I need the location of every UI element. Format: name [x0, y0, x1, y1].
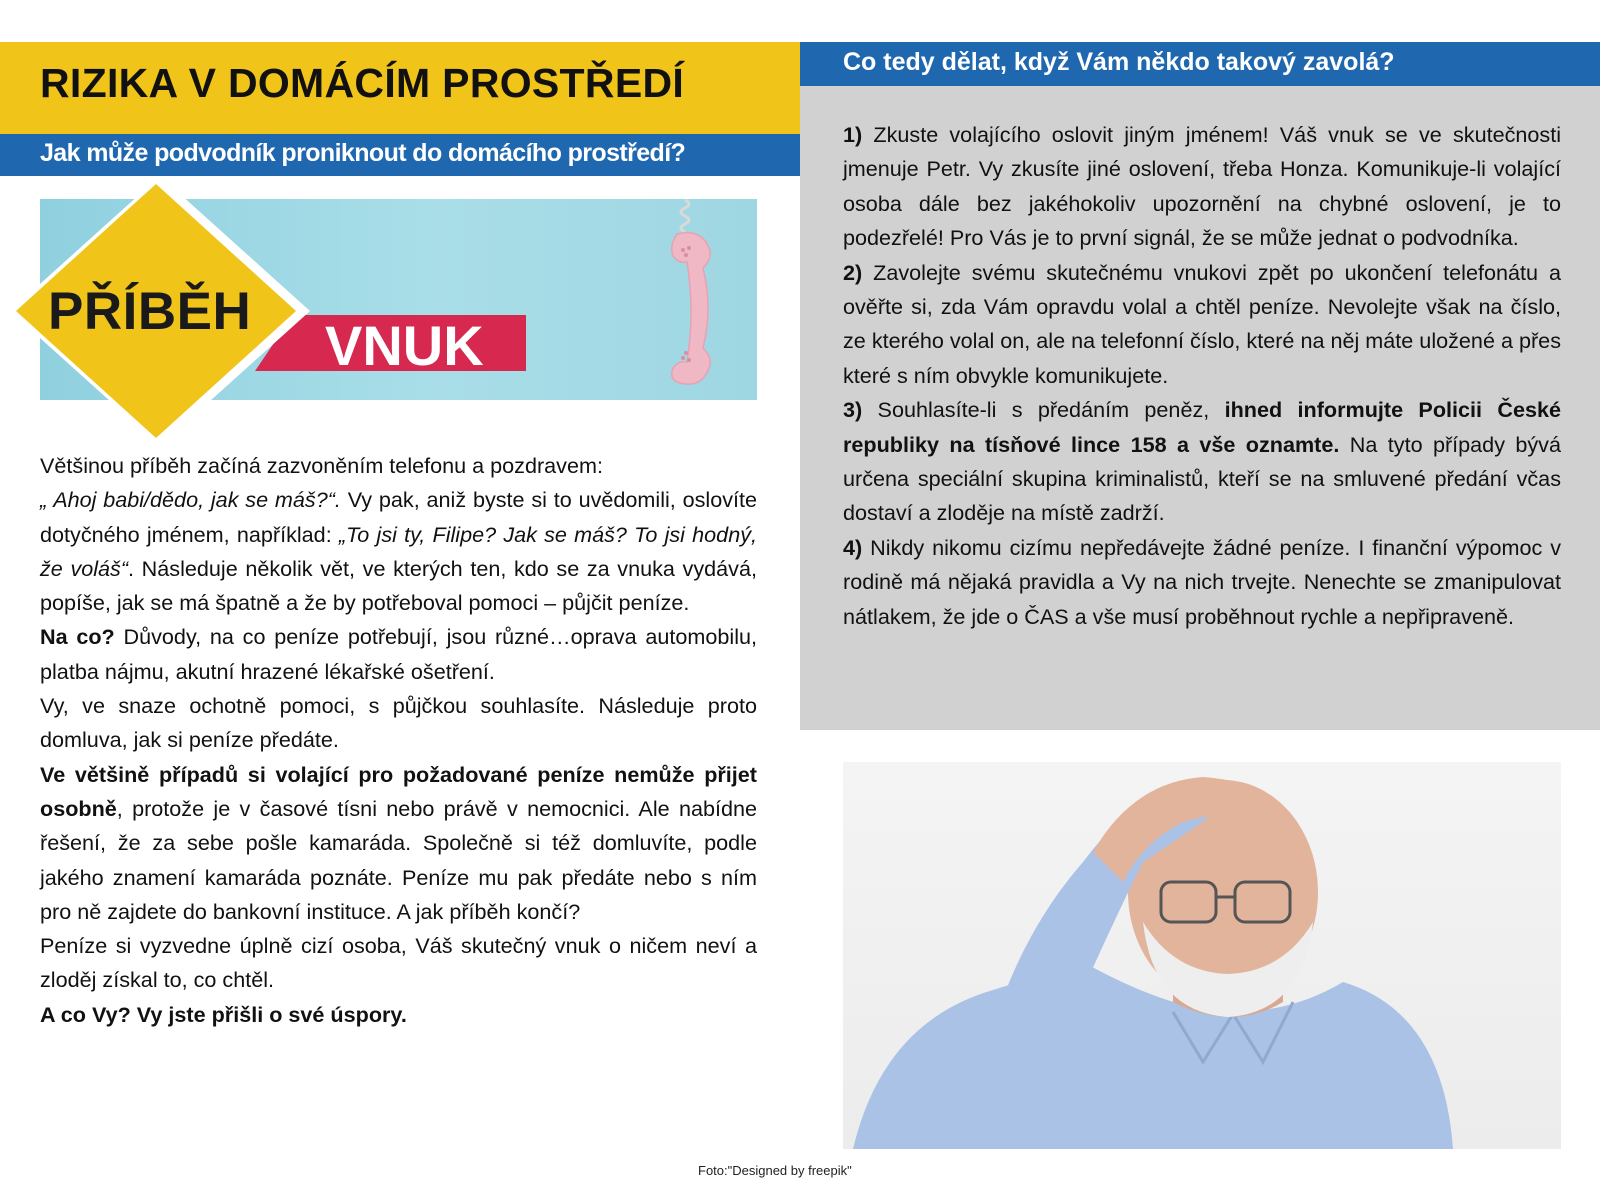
step-text: Zavolejte svému skutečnému vnukovi zpět po ukončení telefonátu a ověřte si, zda Vám opravdu volal a chtěl peníze. Nevolejte však na číslo, ze kterého volal on, ale na telefonní číslo, které na něj máte uložené a přes které s ním obvykle komunikujete.	[843, 259, 1561, 388]
story-paragraph-4: Vy, ve snaze ochotně pomoci, s půjčkou souhlasíte. Následuje proto domluva, jak si peníze předáte.	[40, 693, 757, 753]
step-emphasis: ihned informujte Policii České republiky na tísňové lince 158 a vše oznamte.	[843, 397, 1561, 457]
story-paragraph-6: Peníze si vyzvedne úplně cizí osoba, Váš skutečný vnuk o ničem neví a zloděj získal to, co chtěl.	[40, 933, 757, 993]
step-text: Zkuste volajícího oslovit jiným jménem! Váš vnuk se ve skutečnosti jmenuje Petr. Vy zkusíte jiné oslovení, třeba Honza. Komunikuje-li volající osoba dále bez jakéhokoliv upozornění na chybné oslovení, je to podezřelé! Pro Vás je to první signál, že se může jednat o podvodníka.	[843, 122, 1561, 251]
story-bold-span: Ve většině případů si volající pro požadované peníze nemůže přijet osobně	[40, 761, 757, 821]
step-number: 1)	[843, 122, 863, 147]
step-text: Souhlasíte-li s předáním peněz,	[862, 397, 1225, 423]
step-number: 4)	[843, 534, 863, 560]
story-conclusion	[40, 998, 757, 1032]
page-title: RIZIKA V DOMÁCÍM PROSTŘEDÍ	[40, 60, 685, 106]
story-text-span: , protože je v časové tísni nebo právě v nemocnici. Ale nabídne řešení, že za sebe pošle kamaráda. Společně si též domluvíte, podle jakého znamení kamaráda poznáte. Peníze mu pak předáte nebo s ním pro ně zajdete do bankovní instituce. A jak příběh končí?	[40, 795, 757, 924]
vnuk-label: VNUK	[325, 314, 484, 377]
story-paragraph-3	[40, 620, 757, 689]
step-number: 2)	[843, 259, 863, 285]
advice-step-2	[843, 256, 1561, 394]
story-text	[40, 449, 757, 1032]
advice-step-1	[843, 118, 1561, 256]
advice-step-4	[843, 531, 1561, 634]
story-text-span: Vy pak, aniž byste si to uvědomili, oslovíte dotyčného jménem, například:	[40, 487, 758, 547]
story-bold-span: Na co?	[40, 624, 115, 650]
story-text-span: Důvody, na co peníze potřebují, jsou různé…oprava automobilu, platba nájmu, akutní hrazené lékařské ošetření.	[40, 624, 758, 684]
advice-steps	[843, 118, 1561, 634]
story-text-span: . Následuje několik vět, ve kterých ten, kdo se za vnuka vydává, popíše, jak se má špatně a že by potřeboval pomoci – půjčit peníze.	[40, 555, 757, 616]
page-subtitle: Jak může podvodník proniknout do domácího prostředí?	[40, 139, 686, 167]
story-paragraph-5	[40, 758, 757, 929]
story-label: PŘÍBĚH	[48, 282, 252, 341]
story-intro: Většinou příběh začíná zazvoněním telefonu a pozdravem:	[40, 453, 603, 478]
photo-credit: Foto:"Designed by freepik"	[698, 1163, 852, 1178]
step-number: 3)	[843, 397, 863, 423]
step-text: Na tyto případy bývá určena speciální skupina kriminalistů, kteří se na smluvené předání včas dostaví a zloděje na místě zadrží.	[843, 431, 1561, 526]
story-bold-span: A co Vy? Vy jste přišli o své úspory.	[40, 1001, 407, 1027]
telephone-handset-icon	[655, 198, 727, 398]
quote-reply: „To jsi ty, Filipe? Jak se máš? To jsi hodný, že voláš“	[40, 521, 757, 581]
step-text: Nikdy nikomu cizímu nepředávejte žádné peníze. I finanční výpomoc v rodině má nějaká pravidla a Vy na nich trvejte. Nenechte se zmanipulovat nátlakem, že jde o ČAS a vše musí proběhnout rychle a nepřipraveně.	[843, 534, 1561, 629]
story-paragraph-2	[40, 483, 757, 620]
quote-greeting: „ Ahoj babi/dědo, jak se máš?“.	[40, 487, 341, 513]
advice-title: Co tedy dělat, když Vám někdo takový zavolá?	[843, 48, 1395, 76]
photo-illustration	[843, 762, 1561, 1149]
worried-senior-photo	[843, 762, 1561, 1149]
advice-step-3	[843, 393, 1561, 531]
